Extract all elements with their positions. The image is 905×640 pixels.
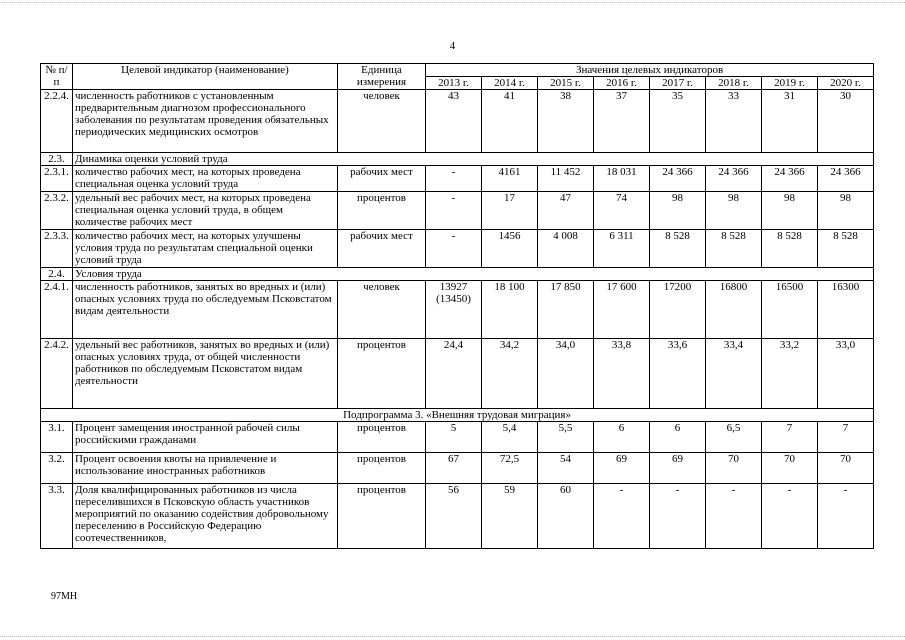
- value-cell: 8 528: [706, 230, 762, 268]
- value-cell: 33,6: [650, 339, 706, 409]
- value-cell: 1456: [482, 230, 538, 268]
- unit-cell: процентов: [338, 422, 426, 453]
- value-cell: 70: [818, 453, 874, 484]
- row-number: 2.4.: [41, 268, 73, 281]
- value-cell: 24 366: [818, 166, 874, 192]
- header-year: 2015 г.: [538, 77, 594, 90]
- header-year: 2016 г.: [594, 77, 650, 90]
- row-number: 2.4.1.: [41, 281, 73, 339]
- header-year: 2014 г.: [482, 77, 538, 90]
- header-values-title: Значения целевых индикаторов: [426, 64, 874, 77]
- table-row: [41, 422, 874, 453]
- table-row: [41, 281, 874, 339]
- value-cell: 35: [650, 90, 706, 153]
- value-cell: 6,5: [706, 422, 762, 453]
- value-cell: -: [426, 230, 482, 268]
- value-cell: 8 528: [818, 230, 874, 268]
- header-num: № п/п: [41, 64, 73, 90]
- value-cell: 5: [426, 422, 482, 453]
- value-cell: 70: [706, 453, 762, 484]
- value-cell: 24 366: [650, 166, 706, 192]
- value-cell: -: [594, 484, 650, 549]
- value-cell: 98: [706, 192, 762, 230]
- header-year: 2017 г.: [650, 77, 706, 90]
- value-cell: 34,2: [482, 339, 538, 409]
- value-cell: 24 366: [762, 166, 818, 192]
- value-cell: 69: [650, 453, 706, 484]
- value-cell: 69: [594, 453, 650, 484]
- value-cell: 33,0: [818, 339, 874, 409]
- value-cell: 33,2: [762, 339, 818, 409]
- row-number: 2.3.2.: [41, 192, 73, 230]
- indicator-name: Процент замещения иностранной рабочей силы российскими гражданами: [73, 422, 338, 453]
- value-cell: 5,5: [538, 422, 594, 453]
- value-cell: 17 850: [538, 281, 594, 339]
- value-cell: 70: [762, 453, 818, 484]
- value-cell: 5,4: [482, 422, 538, 453]
- value-cell: 6 311: [594, 230, 650, 268]
- indicator-name: количество рабочих мест, на которых проведена специальная оценка условий труда: [73, 166, 338, 192]
- section-title: Условия труда: [73, 268, 874, 281]
- value-cell: 33,4: [706, 339, 762, 409]
- table-row: [41, 230, 874, 268]
- row-number: 2.3.3.: [41, 230, 73, 268]
- indicator-name: численность работников, занятых во вредных и (или) опасных условиях труда по обследуемым Псковстатом видам деятельности: [73, 281, 338, 339]
- value-cell: -: [426, 192, 482, 230]
- value-cell: 17200: [650, 281, 706, 339]
- value-cell: 54: [538, 453, 594, 484]
- row-number: 3.3.: [41, 484, 73, 549]
- value-cell: 8 528: [762, 230, 818, 268]
- value-cell: 33: [706, 90, 762, 153]
- value-cell: 74: [594, 192, 650, 230]
- page-number: 4: [449, 40, 456, 52]
- value-cell: 11 452: [538, 166, 594, 192]
- subprogram-row: [41, 409, 874, 422]
- value-cell: 4161: [482, 166, 538, 192]
- header-year: 2019 г.: [762, 77, 818, 90]
- unit-cell: процентов: [338, 484, 426, 549]
- header-indicator: Целевой индикатор (наименование): [73, 64, 338, 90]
- row-number: 2.4.2.: [41, 339, 73, 409]
- value-cell: 18 100: [482, 281, 538, 339]
- value-cell: 6: [650, 422, 706, 453]
- indicator-name: количество рабочих мест, на которых улучшены условия труда по результатам специальной оценки условий труда: [73, 230, 338, 268]
- value-cell: 38: [538, 90, 594, 153]
- value-cell: 7: [762, 422, 818, 453]
- value-cell: -: [426, 166, 482, 192]
- value-cell: 41: [482, 90, 538, 153]
- indicator-name: Доля квалифицированных работников из числа переселившихся в Псковскую область участников мероприятий по оказанию содействия добровольному переселению в Российскую Федерацию соотечественников,: [73, 484, 338, 549]
- value-cell: -: [818, 484, 874, 549]
- value-cell: 33,8: [594, 339, 650, 409]
- indicator-name: удельный вес рабочих мест, на которых проведена специальная оценка условий труда, в общем количестве рабочих мест: [73, 192, 338, 230]
- value-cell: 98: [818, 192, 874, 230]
- unit-cell: процентов: [338, 453, 426, 484]
- value-cell: 98: [650, 192, 706, 230]
- value-cell: -: [650, 484, 706, 549]
- value-cell: 43: [426, 90, 482, 153]
- header-unit: Единица измерения: [338, 64, 426, 90]
- footer-code: 97МН: [51, 591, 78, 602]
- indicators-table: [40, 63, 874, 549]
- value-cell: 18 031: [594, 166, 650, 192]
- value-cell: 24,4: [426, 339, 482, 409]
- value-cell: 17 600: [594, 281, 650, 339]
- table-row: [41, 166, 874, 192]
- section-row: [41, 153, 874, 166]
- value-cell: 72,5: [482, 453, 538, 484]
- table-row: [41, 453, 874, 484]
- indicator-name: численность работников с установленным предварительным диагнозом профессионального заболевания по результатам проведения обязательных периодических медицинских осмотров: [73, 90, 338, 153]
- value-cell: 7: [818, 422, 874, 453]
- value-cell: 30: [818, 90, 874, 153]
- section-title: Динамика оценки условий труда: [73, 153, 874, 166]
- value-cell: 56: [426, 484, 482, 549]
- table-row: [41, 90, 874, 153]
- header-year: 2013 г.: [426, 77, 482, 90]
- table-row: [41, 339, 874, 409]
- unit-cell: процентов: [338, 339, 426, 409]
- header-year: 2020 г.: [818, 77, 874, 90]
- value-cell: 24 366: [706, 166, 762, 192]
- unit-cell: рабочих мест: [338, 166, 426, 192]
- value-cell: 98: [762, 192, 818, 230]
- indicator-name: удельный вес работников, занятых во вредных и (или) опасных условиях труда, от общей численности работников по обследуемым Псковстатом видам деятельности: [73, 339, 338, 409]
- unit-cell: человек: [338, 90, 426, 153]
- value-cell: 34,0: [538, 339, 594, 409]
- value-cell: -: [762, 484, 818, 549]
- row-number: 2.3.: [41, 153, 73, 166]
- unit-cell: человек: [338, 281, 426, 339]
- value-cell: 31: [762, 90, 818, 153]
- indicator-name: Процент освоения квоты на привлечение и использование иностранных работников: [73, 453, 338, 484]
- value-cell: 59: [482, 484, 538, 549]
- unit-cell: процентов: [338, 192, 426, 230]
- value-cell: 16300: [818, 281, 874, 339]
- value-cell: 6: [594, 422, 650, 453]
- page-edge-top: [0, 2, 905, 3]
- value-cell: 60: [538, 484, 594, 549]
- row-number: 3.2.: [41, 453, 73, 484]
- page-edge-bottom: [0, 636, 905, 637]
- value-cell: 16800: [706, 281, 762, 339]
- unit-cell: рабочих мест: [338, 230, 426, 268]
- table-row: [41, 192, 874, 230]
- row-number: 2.2.4.: [41, 90, 73, 153]
- row-number: 2.3.1.: [41, 166, 73, 192]
- section-row: [41, 268, 874, 281]
- value-cell: 47: [538, 192, 594, 230]
- table-body: [41, 90, 874, 549]
- value-cell: 67: [426, 453, 482, 484]
- value-cell: 8 528: [650, 230, 706, 268]
- table-row: [41, 484, 874, 549]
- value-cell: 13927 (13450): [426, 281, 482, 339]
- value-cell: 37: [594, 90, 650, 153]
- value-cell: 4 008: [538, 230, 594, 268]
- header-year: 2018 г.: [706, 77, 762, 90]
- value-cell: -: [706, 484, 762, 549]
- subprogram-title: Подпрограмма 3. «Внешняя трудовая миграция»: [41, 409, 874, 422]
- row-number: 3.1.: [41, 422, 73, 453]
- value-cell: 16500: [762, 281, 818, 339]
- value-cell: 17: [482, 192, 538, 230]
